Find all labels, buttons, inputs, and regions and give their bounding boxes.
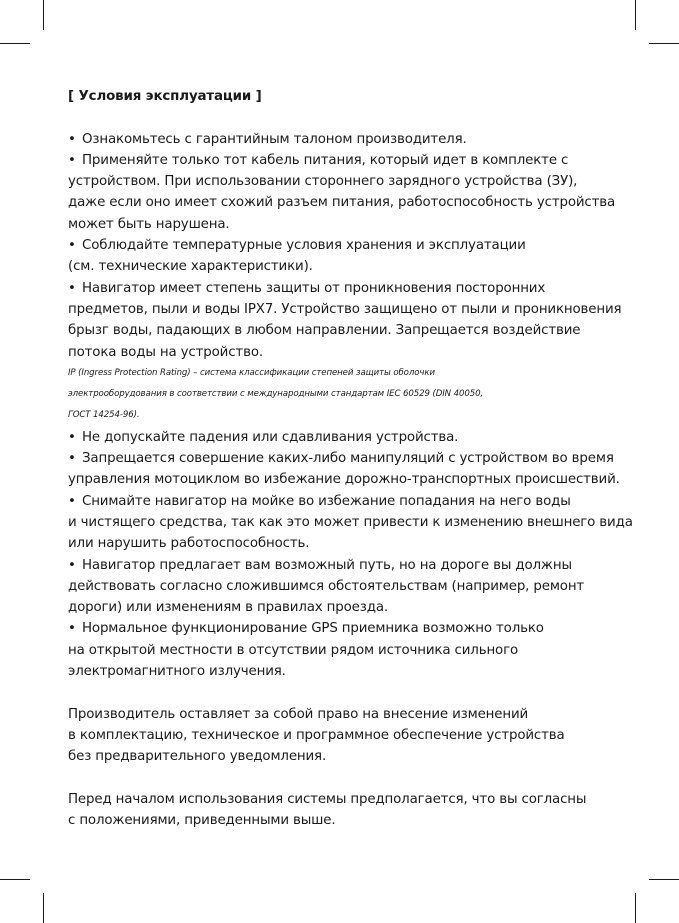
bullet-line [68,491,618,512]
bullet-line [68,299,622,320]
section-title: [ Условия эксплуатации ] [68,89,262,104]
bullet-line [68,278,618,299]
bullet-line [68,129,618,150]
bullet-dot: • [68,238,76,254]
bullet-line [68,512,633,533]
bullet-line [68,192,618,213]
bullet-line [68,469,618,490]
footnote-line: ГОСТ 14254-96). [68,410,140,421]
crop-mark [0,879,30,880]
bullet-line [68,555,618,576]
paragraph-line: без предварительного уведомления. [68,749,327,765]
bullet-text: Не допускайте падения или сдавливания устройства. [82,429,459,445]
bullet-text: Снимайте навигатор на мойке во избежание попадания на него воды [82,493,571,509]
bullet-text: (см. технические характеристики). [68,259,313,275]
paragraph-line: Производитель оставляет за собой право на внесение изменений [68,706,529,722]
paragraph [68,789,618,832]
bullet-dot: • [68,451,76,467]
bullet-text: предметов, пыли и воды IPX7. Устройство защищено от пыли и проникновения [68,301,622,317]
bullet-line [68,448,618,469]
bullet-text: Соблюдайте температурные условия хранения и эксплуатации [82,238,526,254]
bullet-text: Применяйте только тот кабель питания, который идет в комплекте с [82,152,569,168]
bullet-dot: • [68,152,76,168]
bullet-list [68,427,633,683]
bullet-line [68,342,618,363]
crop-mark [649,879,679,880]
bullet-text: управления мотоциклом во избежание дорожно-транспортных происшествий. [68,472,620,488]
bullet-line [68,320,618,341]
footnote [68,363,618,427]
bullet-line [68,427,618,448]
bullet-dot: • [68,429,76,445]
bullet-dot: • [68,557,76,573]
bullet-text: может быть нарушена. [68,216,230,232]
bullet-text: брызг воды, падающих в любом направлении. Запрещается воздействие [68,323,581,339]
bullet-line [68,214,618,235]
paragraph-line: с положениями, приведенными выше. [68,813,336,829]
crop-mark [635,0,636,30]
bullet-text: Ознакомьтесь с гарантийным талоном производителя. [82,131,467,147]
bullet-text: потока воды на устройство. [68,344,263,360]
bullet-text: Навигатор имеет степень защиты от проникновения посторонних [82,280,546,296]
crop-mark [43,0,44,30]
bullet-text: Запрещается совершение каких-либо манипуляций с устройством во время [82,451,614,467]
bullet-dot: • [68,621,76,637]
crop-mark [43,893,44,923]
bullet-text: или нарушить работоспособность. [68,536,310,552]
crop-mark [635,893,636,923]
bullet-line [68,150,618,171]
paragraph-line: Перед началом использования системы предполагается, что вы согласны [68,791,587,807]
bullet-dot: • [68,131,76,147]
bullet-line [68,576,618,597]
bullet-dot: • [68,493,76,509]
bullet-text: на открытой местности в отсутствии рядом источника сильного [68,642,519,658]
bullet-list [68,129,622,363]
bullet-line [68,533,618,554]
bullet-line [68,597,618,618]
footnote-line: электрооборудования в соответствии с международными стандартам IEC 60529 (DIN 40050, [68,389,484,400]
bullet-text: устройством. При использовании стороннего зарядного устройства (ЗУ), [68,174,578,190]
crop-mark [0,43,30,44]
footnote-line: IP (Ingress Protection Rating) – система классификации степеней защиты оболочки [68,367,435,378]
bullet-text: электромагнитного излучения. [68,664,286,680]
bullet-line [68,640,618,661]
bullet-text: действовать согласно сложившимся обстоятельствам (например, ремонт [68,578,585,594]
crop-mark [649,43,679,44]
paragraph [68,704,618,768]
bullet-line [68,661,618,682]
document-body [68,86,633,831]
bullet-text: Навигатор предлагает вам возможный путь, но на дороге вы должны [82,557,572,573]
bullet-line [68,171,618,192]
bullet-line [68,256,618,277]
bullet-text: дороги) или изменениям в правилах проезда. [68,600,388,616]
bullet-text: даже если оно имеет схожий разъем питания, работоспособность устройства [68,195,616,211]
bullet-text: Нормальное функционирование GPS приемника возможно только [82,621,544,637]
bullet-line [68,618,618,639]
bullet-dot: • [68,280,76,296]
bullet-text: и чистящего средства, так как это может привести к изменению внешнего вида [68,514,633,530]
paragraph-line: в комплектацию, техническое и программное обеспечение устройства [68,727,565,743]
bullet-line [68,235,618,256]
